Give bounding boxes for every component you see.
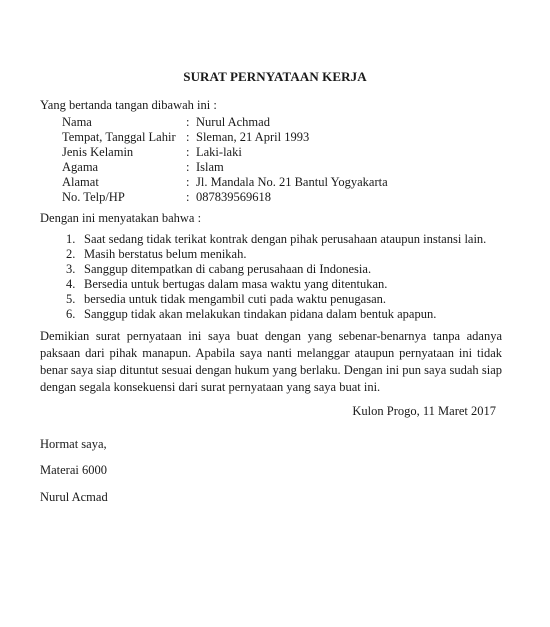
detail-separator: : [186, 145, 190, 159]
place-date: Kulon Progo, 11 Maret 2017 [352, 404, 496, 418]
detail-row [62, 130, 388, 145]
detail-row [62, 145, 388, 160]
statement-item [66, 247, 486, 262]
intro-text: Yang bertanda tangan dibawah ini : [40, 98, 217, 112]
detail-value: Laki-laki [196, 145, 242, 159]
statement-item [66, 262, 486, 277]
detail-value: Islam [196, 160, 224, 174]
detail-separator: : [186, 130, 190, 144]
statement-number: 5. [66, 292, 76, 306]
statement-text: Saat sedang tidak terikat kontrak dengan pihak perusahaan ataupun instansi lain. [84, 232, 487, 246]
statement-item [66, 232, 486, 247]
statement-item [66, 292, 486, 307]
detail-row [62, 160, 388, 175]
statement-number: 6. [66, 307, 76, 321]
detail-separator: : [186, 160, 190, 174]
detail-label: No. Telp/HP [62, 190, 125, 204]
closing-paragraph: Demikian surat pernyataan ini saya buat dengan yang sebenar-benarnya tanpa adanya paksaan dari pihak manapun. Apabila saya nanti melanggar ataupun pernyataan ini tidak benar saya siap dituntut sesuai dengan hukum yang berlaku. Dengan ini pun saya sudah siap dengan segala konsekuensi dari surat pernyataan yang saya buat ini. [40, 329, 502, 394]
detail-separator: : [186, 175, 190, 189]
detail-label: Alamat [62, 175, 99, 189]
detail-label: Agama [62, 160, 99, 174]
statement-text: Sanggup ditempatkan di cabang perusahaan di Indonesia. [84, 262, 372, 276]
detail-separator: : [186, 115, 190, 129]
statement-number: 1. [66, 232, 76, 246]
detail-label: Jenis Kelamin [62, 145, 134, 159]
detail-row [62, 115, 388, 130]
statement-text: Masih berstatus belum menikah. [84, 247, 247, 261]
signature-greeting: Hormat saya, [40, 437, 107, 451]
document-title: SURAT PERNYATAAN KERJA [183, 69, 367, 84]
statement-text: bersedia untuk tidak mengambil cuti pada waktu penugasan. [84, 292, 386, 306]
statement-number: 3. [66, 262, 76, 276]
statement-item [66, 307, 486, 322]
statement-number: 2. [66, 247, 76, 261]
stamp-duty-label: Materai 6000 [40, 463, 107, 477]
detail-value: Nurul Achmad [196, 115, 270, 129]
detail-value: 087839569618 [196, 190, 271, 204]
signer-name: Nurul Acmad [40, 490, 108, 504]
statement-intro: Dengan ini menyatakan bahwa : [40, 211, 202, 225]
detail-label: Nama [62, 115, 92, 129]
statement-number: 4. [66, 277, 76, 291]
statement-text: Sanggup tidak akan melakukan tindakan pidana dalam bentuk apapun. [84, 307, 437, 321]
detail-value: Jl. Mandala No. 21 Bantul Yogyakarta [196, 175, 388, 189]
statement-list [66, 232, 486, 322]
detail-label: Tempat, Tanggal Lahir [62, 130, 176, 144]
detail-row [62, 190, 388, 205]
detail-row [62, 175, 388, 190]
detail-separator: : [186, 190, 190, 204]
detail-value: Sleman, 21 April 1993 [196, 130, 310, 144]
personal-details [62, 115, 388, 205]
statement-item [66, 277, 486, 292]
statement-text: Bersedia untuk bertugas dalam masa waktu yang ditentukan. [84, 277, 388, 291]
